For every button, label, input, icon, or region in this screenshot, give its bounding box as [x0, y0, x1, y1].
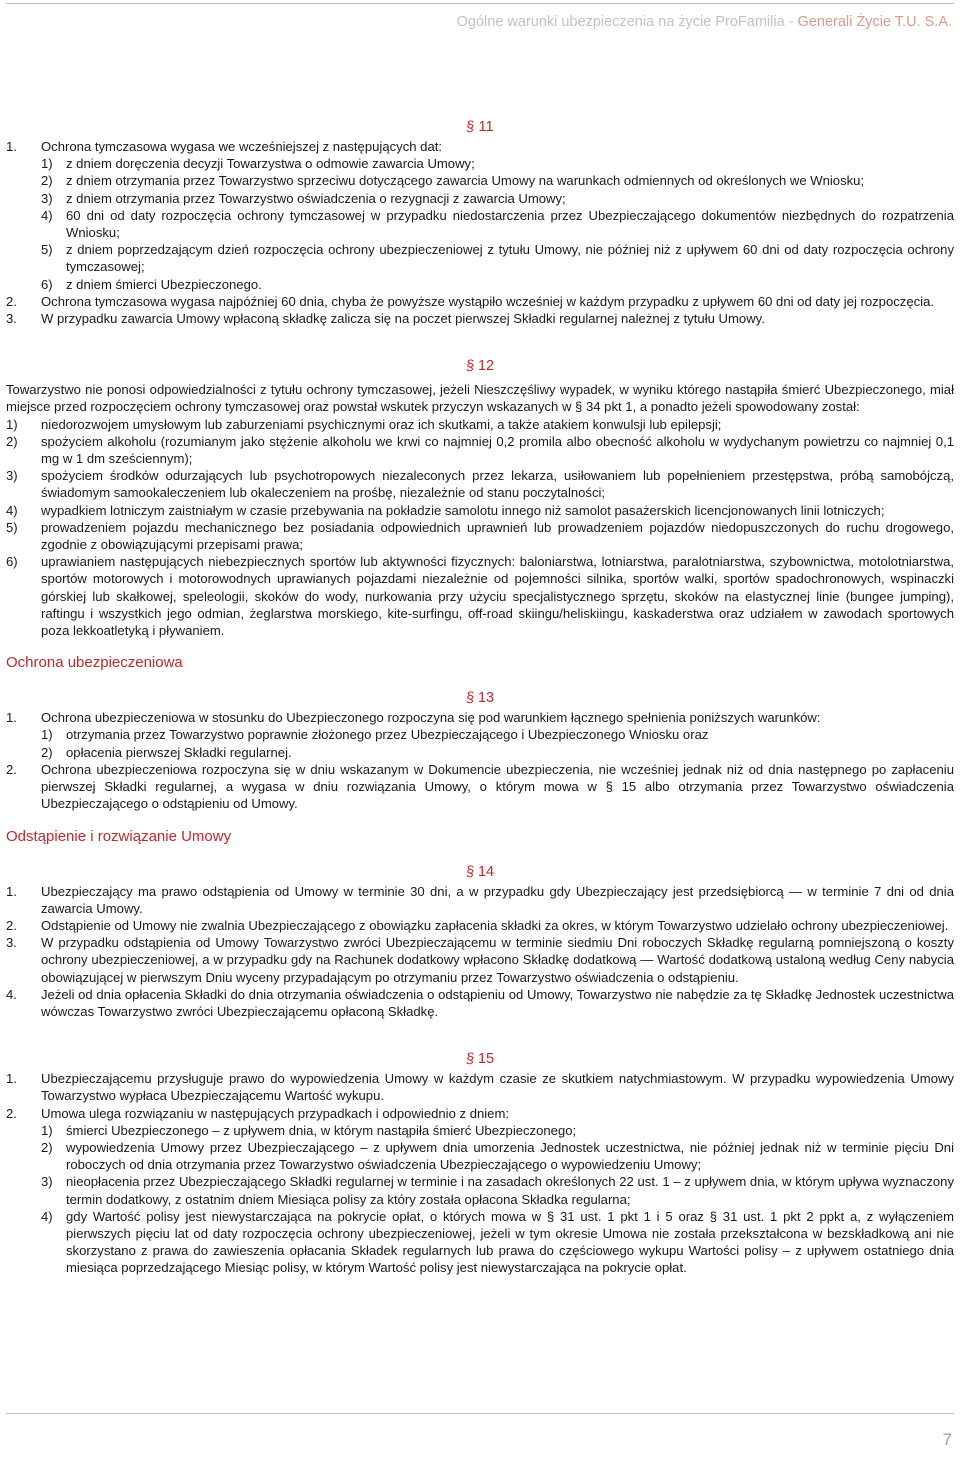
footer-rule	[6, 1413, 954, 1414]
list-item: 1) z dniem doręczenia decyzji Towarzystwa o odmowie zawarcia Umowy;	[41, 156, 475, 172]
heading-ochrona-ubezpieczeniowa: Ochrona ubezpieczeniowa	[6, 654, 183, 672]
section-12-heading: § 12	[6, 355, 954, 377]
list-item: 3) spożyciem środków odurzających lub psychotropowych niezaleconych przez lekarza, usiłowaniem lub popełnieniem przestępstwa, próbą samobójczą, świadomym samookaleczeniem lub okaleczeniem na prośbę, niezależnie od stanu poczytalności;	[6, 468, 954, 501]
list-item: 3) z dniem otrzymania przez Towarzystwo oświadczenia o rezygnacji z zawarcia Umowy;	[41, 190, 566, 206]
list-item: 1. Ubezpieczający ma prawo odstąpienia od Umowy w terminie 30 dni, a w przypadku gdy Ubezpieczający jest przedsiębiorcą — w terminie 7 dni od dnia zawarcia Umowy.	[6, 883, 954, 916]
sublist	[6, 1122, 954, 1277]
section-sign-icon: §	[465, 358, 475, 375]
section-sign-icon: §	[465, 863, 475, 880]
list-item: 1) niedorozwojem umysłowym lub zaburzeniami psychicznymi oraz ich skutkami, a także atakiem konwulsji lub epilepsji;	[6, 416, 722, 432]
section-sign-icon: §	[465, 690, 475, 707]
list-item: 2) opłacenia pierwszej Składki regularnej.	[41, 744, 292, 760]
list-item: 2. Ochrona tymczasowa wygasa najpóźniej 60 dnia, chyba że powyższe wystąpiło wcześniej w każdym przypadku z upływem 60 dni od daty jej rozpoczęcia.	[6, 293, 934, 309]
list-item: 2. Ochrona ubezpieczeniowa rozpoczyna się w dniu wskazanym w Dokumencie ubezpieczenia, nie wcześniej jednak niż od dnia następnego po zapłaceniu pierwszej Składki regularnej, a wygasa w dniu rozwiązania Umowy, o którym mowa w § 15 albo otrzymania przez Towarzystwo oświadczenia Ubezpieczającego o odstąpieniu od Umowy.	[6, 761, 954, 812]
list-item: 3) nieopłacenia przez Ubezpieczającego Składki regularnej w terminie i na zasadach określonych 22 ust. 1 – z upływem dnia, w którym upływa wyznaczony termin dodatkowy, z ostatnim dniem Miesiąca polisy za który została opłacona Składka regularna;	[41, 1174, 954, 1207]
list-item: 3. W przypadku odstąpienia od Umowy Towarzystwo zwróci Ubezpieczającemu w terminie siedmiu Dni roboczych Składkę regularną pomniejszoną o koszty ochrony ubezpieczeniowej, a w przypadku gdy na Rachunek dodatkowy wpłacono Składkę dodatkową — Wartość dodatkową ustaloną według Ceny nabycia obowiązującej w pierwszym Dniu wyceny przypadającym po otrzymaniu przez Towarzystwo oświadczenia o odstąpieniu.	[6, 935, 954, 985]
list-item: 2) spożyciem alkoholu (rozumianym jako stężenie alkoholu we krwi co najmniej 0,2 promila albo obecność alkoholu w wydychanym powietrzu co najmniej 0,1 mg w 1 dm sześciennym);	[6, 433, 954, 467]
header-rule	[6, 3, 954, 4]
list-item: 1) śmierci Ubezpieczonego – z upływem dnia, w którym nastąpiła śmierć Ubezpieczonego;	[41, 1122, 577, 1138]
list-item: 4. Jeżeli od dnia opłacenia Składki do dnia otrzymania oświadczenia o odstąpieniu od Umowy, Towarzystwo nie nabędzie za tę Składkę Jednostek uczestnictwa wówczas Towarzystwo zwróci Ubezpieczającemu opłaconą Składkę.	[6, 986, 954, 1019]
list-item: 1) otrzymania przez Towarzystwo poprawnie złożonego przez Ubezpieczającego i Ubezpieczonego Wniosku oraz	[41, 727, 709, 743]
section-11-heading: § 11	[6, 116, 954, 138]
header-title-brand: Generali Życie T.U. S.A.	[797, 14, 952, 30]
list-item: 2) wypowiedzenia Umowy przez Ubezpieczającego – z upływem dnia umorzenia Jednostek uczestnictwa, nie później jednak niż w terminie pięciu Dni roboczych od dnia otrzymania przez Towarzystwo oświadczenia Ubezpieczającego o wypowiedzeniu Umowy;	[41, 1139, 954, 1173]
list-item: 4) gdy Wartość polisy jest niewystarczająca na pokrycie opłat, o których mowa w § 31 ust. 1 pkt 1 i 5 oraz § 31 ust. 1 pkt 2 ppkt a, z wyłączeniem pierwszych pięciu lat od daty rozpoczęcia ochrony ubezpieczeniowej, jeżeli w tym okresie Umowa nie została przekształcona w bezskładkową ani nie skorzystano z prawa do zawieszenia opłacania Składek regularnych lub prawa do częściowego wykupu Wartości polisy – z upływem ostatniego dnia miesiąca poprzedzającego Miesiąc polisy, w którym Wartość polisy jest niewystarczająca na pokrycie opłat.	[41, 1208, 954, 1276]
list-item: 6) z dniem śmierci Ubezpieczonego.	[41, 276, 262, 292]
list-item: 2. Odstąpienie od Umowy nie zwalnia Ubezpieczającego z obowiązku zapłacenia składki za okres, w którym Towarzystwo udzielało ochrony ubezpieczeniowej.	[6, 917, 949, 933]
heading-odstapienie: Odstąpienie i rozwiązanie Umowy	[6, 827, 232, 845]
list-item: 2. Umowa ulega rozwiązaniu w następujących przypadkach i odpowiednio z dniem:	[6, 1105, 509, 1121]
document-body	[6, 116, 954, 1277]
sublist	[6, 155, 954, 293]
list-item: 1. Ubezpieczającemu przysługuje prawo do wypowiedzenia Umowy w każdym czasie ze skutkiem natychmiastowym. W przypadku wypowiedzenia Umowy Towarzystwo wypłaca Ubezpieczającemu Wartość wykupu.	[6, 1071, 954, 1104]
list-item: 4) 60 dni od daty rozpoczęcia ochrony tymczasowej w przypadku niedostarczenia przez Ubezpieczającego dokumentów niezbędnych do rozpatrzenia Wniosku;	[41, 207, 954, 241]
section-sign-icon: §	[465, 1051, 475, 1068]
list-item: 4) wypadkiem lotniczym zaistniałym w czasie przebywania na pokładzie samolotu innego niż samolot pasażerskich licencjonowanych linii lotniczych;	[6, 502, 885, 518]
section-sign-icon: §	[465, 119, 476, 135]
section-13-heading: § 13	[6, 687, 954, 709]
list-item: 6) uprawianiem następujących niebezpiecznych sportów lub aktywności fizycznych: baloniarstwa, lotniarstwa, paralotniarstwa, szybownictwa, motolotniarstwa, sportów motorowych i motorowodnych uprawianych pojazdami niezależnie od pojemności silnika, sportów walki, sportów spadochronowych, wspinaczki górskiej lub skałkowej, speleologii, skoków do wody, nurkowania przy użyciu specjalistycznego sprzętu, skoków na elastycznej linie (bungee jumping), raftingu i wszystkich jego odmian, żeglarstwa morskiego, kite-surfingu, off-road skiingu/heliskiingu, kaskaderstwa oraz udziałem w zawodach sportowych poza lekkoatletyką i pływaniem.	[6, 554, 954, 639]
section-15-heading: § 15	[6, 1048, 954, 1070]
section-14-heading: § 14	[6, 861, 954, 883]
list-item: 1. Ochrona tymczasowa wygasa we wcześniejszej z następujących dat:	[6, 139, 442, 154]
page-number: 7	[942, 1430, 952, 1449]
header-title-prefix: Ogólne warunki ubezpieczenia na życie ProFamilia -	[456, 14, 798, 30]
list-item: 2) z dniem otrzymania przez Towarzystwo sprzeciwu dotyczącego zawarcia Umowy na warunkach odmiennych od określonych we Wniosku;	[41, 173, 865, 189]
list-item: 5) prowadzeniem pojazdu mechanicznego bez posiadania odpowiednich uprawnień lub prowadzeniem pojazdów niedopuszczonych do ruchu drogowego, zgodnie z obowiązującymi przepisami prawa;	[6, 519, 954, 553]
list-item: 5) z dniem poprzedzającym dzień rozpoczęcia ochrony ubezpieczeniowej z tytułu Umowy, nie później niż z upływem 60 dni od daty rozpoczęcia ochrony tymczasowej;	[41, 242, 954, 275]
sublist	[6, 726, 954, 760]
list-item: 1. Ochrona ubezpieczeniowa w stosunku do Ubezpieczonego rozpoczyna się pod warunkiem łącznego spełnienia poniższych warunków:	[6, 710, 821, 726]
section-12-intro: Towarzystwo nie ponosi odpowiedzialności z tytułu ochrony tymczasowej, jeżeli Nieszczęśliwy wypadek, w wyniku którego nastąpiła śmierć Ubezpieczonego, miał miejsce przed rozpoczęciem ochrony tymczasowej oraz powstał wskutek przyczyn wskazanych w § 34 pkt 1, a ponadto jeżeli spowodowany został:	[6, 382, 954, 415]
document-header	[457, 14, 952, 30]
list-item: 3. W przypadku zawarcia Umowy wpłaconą składkę zalicza się na poczet pierwszej Składki regularnej należnej z tytułu Umowy.	[6, 311, 765, 327]
